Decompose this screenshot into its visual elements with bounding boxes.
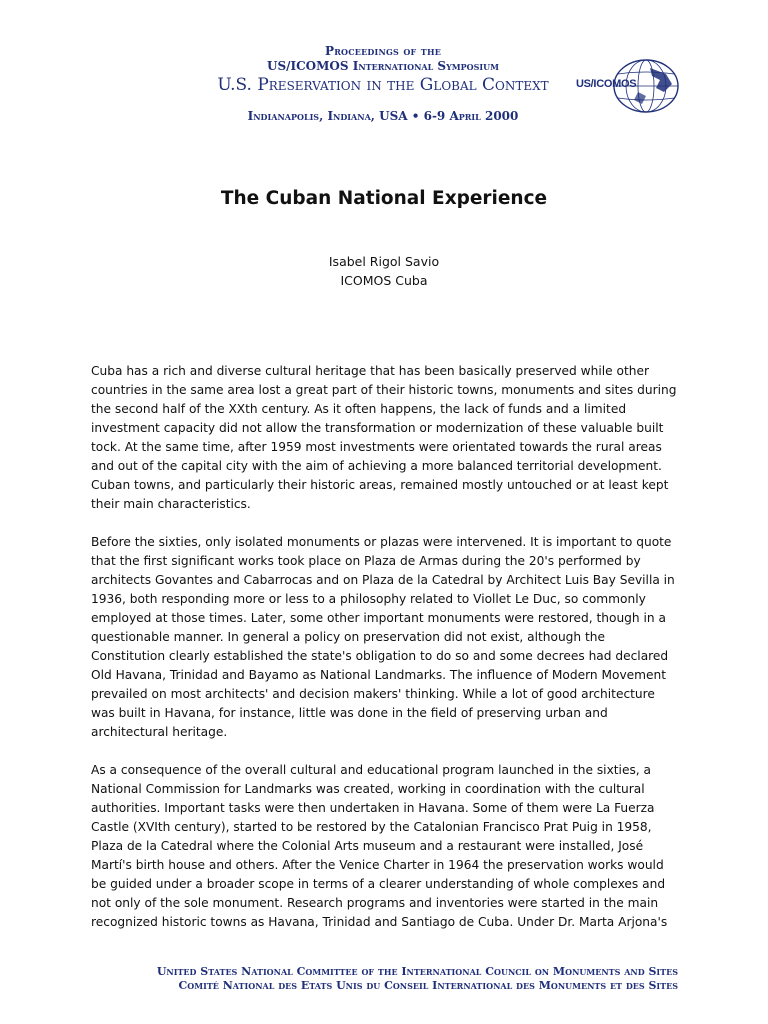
article-body [91,362,679,951]
author-name: Isabel Rigol Savio [328,254,440,269]
proceedings-label: Proceedings of the [324,44,442,58]
us-icomos-logo [576,58,686,118]
author-block [0,252,768,290]
logo-text: US/ICOMOS [576,78,637,90]
paragraph: Cuba has a rich and diverse cultural heritage that has been basically preserved while other countries in the same area lost a great part of their historic towns, monuments and sites during the second half of the XXth century. As it often happens, the lack of funds and a limited investment capacity did not allow the transformation or modernization of these valuable built tock. At the same time, after 1959 most investments were orientated towards the rural areas and out of the capital city with the aim of achieving a more balanced territorial development. Cuban towns, and particularly their historic areas, remained mostly untouched or at least kept their main characteristics. [91,364,677,511]
symposium-label: US/ICOMOS International Symposium [267,59,499,73]
proceedings-header [150,44,616,124]
page-footer [100,965,678,993]
article-title: The Cuban National Experience [220,188,548,209]
author-affiliation: ICOMOS Cuba [340,273,428,288]
footer-line-english: United States National Committee of the International Council on Monuments and Sites [156,965,678,978]
paragraph: Before the sixties, only isolated monuments or plazas were intervened. It is important to quote that the first significant works took place on Plaza de Armas during the 20's performed by architects Govantes and Cabarrocas and on Plaza de la Catedral by Architect Luis Bay Sevilla in 1936, both responding more or less to a philosophy related to Viollet Le Duc, so commonly employed at those times. Later, some other important monuments were restored, though in a questionable manner. In general a policy on preservation did not exist, although the Constitution clearly established the state's obligation to do so and some decrees had declared Old Havana, Trinidad and Bayamo as National Landmarks. The influence of Modern Movement prevailed on most architects' and decision makers' thinking. While a lot of good architecture was built in Havana, for instance, little was done in the field of preserving urban and architectural heritage. [91,535,675,739]
footer-line-french: Comité National des Etats Unis du Conseil International des Monuments et des Sites [178,979,678,992]
conference-location-date: Indianapolis, Indiana, USA • 6-9 April 2000 [247,109,519,123]
conference-title: U.S. Preservation in the Global Context [217,75,549,95]
paragraph: As a consequence of the overall cultural and educational program launched in the sixties, a National Commission for Landmarks was created, working in coordination with the cultural authorities. Important tasks were then undertaken in Havana. Some of them were La Fuerza Castle (XVIth century), started to be restored by the Catalonian Francisco Prat Puig in 1958, Plaza de la Catedral where the Colonial Arts museum and a restaurant were installed, José Martí's birth house and others. After the Venice Charter in 1964 the preservation works would be guided under a broader scope in terms of a clearer understanding of whole complexes and not only of the sole monument. Research programs and inventories were started in the main recognized historic towns as Havana, Trinidad and Santiago de Cuba. Under Dr. Marta Arjona's [91,763,668,929]
